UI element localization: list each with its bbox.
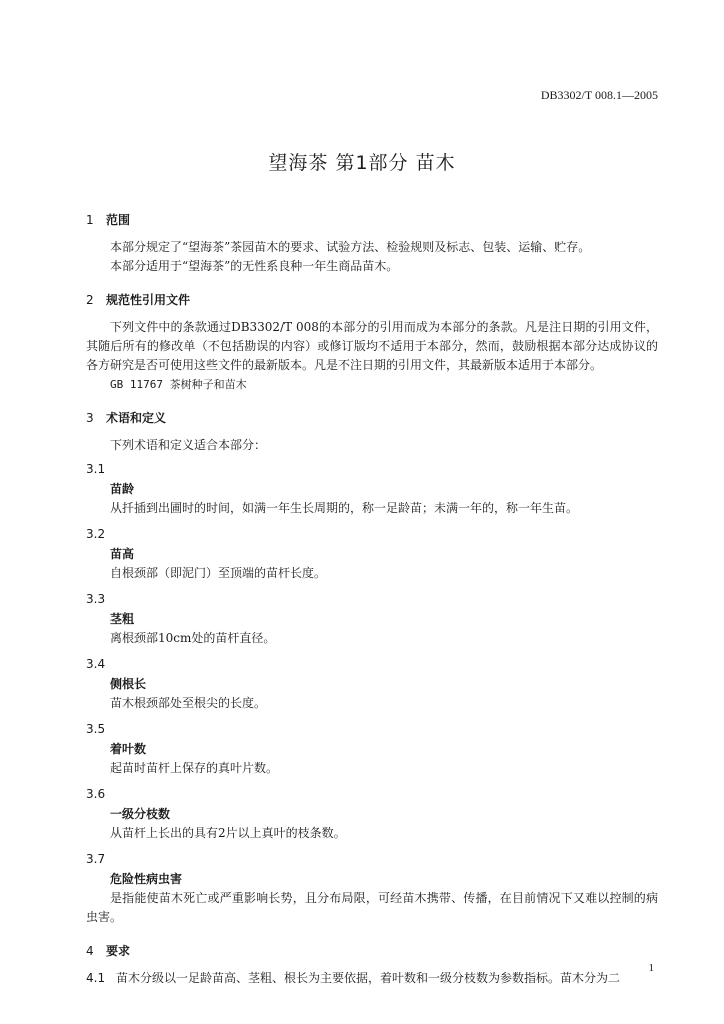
section-heading-normative <box>86 290 658 310</box>
document-id: DB3302/T 008.1—2005 <box>540 88 658 102</box>
term-entry <box>86 784 658 843</box>
term-entry <box>86 654 658 713</box>
section-number: 4 <box>86 944 94 958</box>
term-number: 3.7 <box>86 852 106 866</box>
section-title: 要求 <box>106 944 131 958</box>
term-entry <box>86 524 658 583</box>
section-heading-scope <box>86 210 658 230</box>
term-name: 苗高 <box>110 547 135 561</box>
term-number: 3.5 <box>86 722 106 736</box>
term-name: 侧根长 <box>110 677 147 691</box>
section-heading-terms <box>86 408 658 428</box>
section-title: 规范性引用文件 <box>106 293 191 307</box>
terms-intro: 下列术语和定义适合本部分： <box>110 438 267 452</box>
term-definition: 自根颈部（即泥门）至顶端的苗杆长度。 <box>110 566 327 580</box>
term-number: 3.6 <box>86 787 106 801</box>
term-definition: 苗木根颈部处至根尖的长度。 <box>110 696 267 710</box>
term-entry <box>86 459 658 518</box>
section-number: 3 <box>86 411 94 425</box>
term-name: 着叶数 <box>110 742 147 756</box>
section-heading-requirements <box>86 941 658 961</box>
scope-paragraph-2: 本部分适用于“望海茶”的无性系良种一年生商品苗木。 <box>110 259 399 273</box>
term-number: 3.4 <box>86 657 106 671</box>
term-number: 3.2 <box>86 527 106 541</box>
term-name: 一级分枝数 <box>110 807 171 821</box>
term-number: 3.3 <box>86 592 106 606</box>
requirement-text: 苗木分级以一足龄苗高、茎粗、根长为主要依据，着叶数和一级分枝数为参数指标。苗木分为二 <box>116 971 621 985</box>
page-title: 望海茶 第1部分 苗木 <box>268 152 456 174</box>
section-title: 范围 <box>106 213 131 227</box>
term-name: 危险性病虫害 <box>110 872 183 886</box>
requirement-item <box>86 969 658 988</box>
term-definition: 从扦插到出圃时的时间，如满一年生长周期的，称一足龄苗；未满一年的，称一年生苗。 <box>110 501 579 515</box>
requirement-number: 4.1 <box>86 971 106 985</box>
term-definition: 起苗时苗杆上保存的真叶片数。 <box>110 761 279 775</box>
term-definition: 从苗杆上长出的具有2片以上真叶的枝条数。 <box>110 826 346 840</box>
normative-reference: GB 11767 茶树种子和苗木 <box>110 378 247 391</box>
term-definition: 是指能使苗木死亡或严重影响长势，且分布局限，可经苗木携带、传播，在目前情况下又难以控制的病虫害。 <box>86 891 658 924</box>
section-title: 术语和定义 <box>106 411 167 425</box>
term-name: 茎粗 <box>110 612 135 626</box>
term-name: 苗龄 <box>110 482 135 496</box>
term-definition: 离根颈部10cm处的苗杆直径。 <box>110 631 276 645</box>
normative-paragraph: 下列文件中的条款通过DB3302/T 008的本部分的引用而成为本部分的条款。凡是注日期的引用文件，其随后所有的修改单（不包括勘误的内容）或修订版均不适用于本部分，然而，鼓励根据本部分达成协议的各方研究是否可使用这些文件的最新版本。凡是不注日期的引用文件，其最新版本适用于本部分。 <box>86 320 658 372</box>
page-number: 1 <box>648 962 654 974</box>
term-number: 3.1 <box>86 462 106 476</box>
section-number: 2 <box>86 293 94 307</box>
term-entry <box>86 849 658 927</box>
term-entry <box>86 719 658 778</box>
scope-paragraph-1: 本部分规定了“望海茶”茶园苗木的要求、试验方法、检验规则及标志、包装、运输、贮存。 <box>110 240 591 254</box>
section-number: 1 <box>86 213 94 227</box>
term-entry <box>86 589 658 648</box>
document-body <box>86 210 658 988</box>
